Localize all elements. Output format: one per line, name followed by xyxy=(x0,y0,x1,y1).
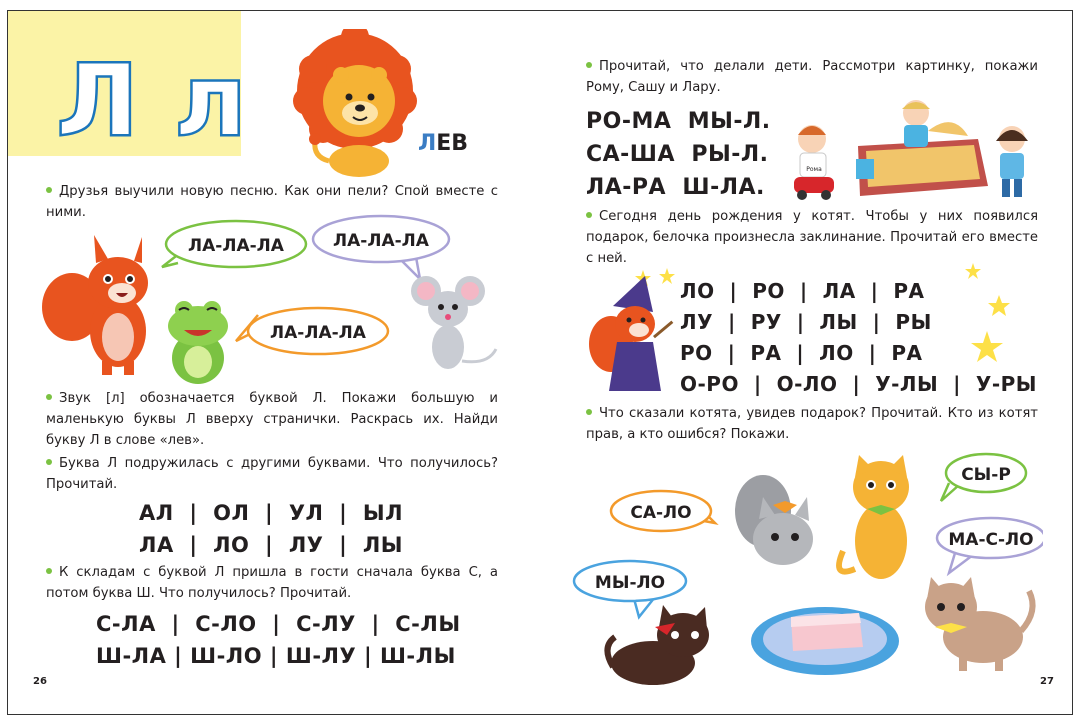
car-label: Рома xyxy=(806,166,822,173)
black-cat xyxy=(607,605,709,685)
cats-scene xyxy=(563,441,1043,706)
bubble-squirrel xyxy=(162,221,306,267)
bullet-dot xyxy=(586,62,592,68)
left-paragraph-3: Буква Л подружилась с другими буквами. Что получилось? Прочитай. xyxy=(46,456,498,492)
spell-row-2: ЛУ | РУ | ЛЫ | РЫ xyxy=(680,310,932,334)
bullet-dot xyxy=(586,409,592,415)
page-number-left: 26 xyxy=(33,676,47,687)
bullet-dot xyxy=(46,568,52,574)
bubble-syr xyxy=(941,454,1026,501)
cat-bubble-text-2: СА-ЛО xyxy=(630,503,692,523)
stars-decoration xyxy=(963,261,1033,381)
right-paragraph-3: Что сказали котята, увидев подарок? Прочитай. Кто из котят прав, а кто ошибся? Покажи. xyxy=(586,406,1038,442)
spell-row-4: О-РО | О-ЛО | У-ЛЫ | У-РЫ xyxy=(680,372,1038,396)
squirrel-illustration xyxy=(38,231,168,381)
left-paragraph-1: Друзья выучили новую песню. Как они пели? Спой вместе с ними. xyxy=(46,184,498,220)
right-paragraph-1: Прочитай, что делали дети. Рассмотри картинку, покажи Рому, Сашу и Лару. xyxy=(586,59,1038,95)
cat-bubble-text-4: МЫ-ЛО xyxy=(594,573,666,593)
bubble-text-3: ЛА-ЛА-ЛА xyxy=(270,323,366,343)
book-spread xyxy=(7,10,1073,715)
sentence-sasha: СА-ША РЫ-Л. xyxy=(586,142,769,167)
right-paragraph-2: Сегодня день рождения у котят. Чтобы у них появился подарок, белочка произнесла заклинание. Прочитай его вместе с ней. xyxy=(586,209,1038,266)
spell-row-3: РО | РА | ЛО | РА xyxy=(680,341,923,365)
bubble-maslo xyxy=(937,518,1043,573)
syllable-row-la: ЛА | ЛО | ЛУ | ЛЫ xyxy=(139,533,404,557)
left-paragraph-4: К складам с буквой Л пришла в гости сначала буква С, а потом буква Ш. Что получилось? Прочитай. xyxy=(46,565,498,601)
plate-with-soap xyxy=(751,607,899,675)
lev-first-letter: Л xyxy=(418,131,437,156)
ginger-cat xyxy=(839,455,909,579)
big-letters-text: Л л xyxy=(56,42,248,149)
syllable-row-sh: Ш-ЛА | Ш-ЛО | Ш-ЛУ | Ш-ЛЫ xyxy=(96,644,456,668)
bullet-dot xyxy=(586,212,592,218)
spell-row-1: ЛО | РО | ЛА | РА xyxy=(680,279,925,303)
children-sandbox-illustration xyxy=(788,91,1048,206)
page-number-right: 27 xyxy=(1040,676,1054,687)
syllable-row-s: С-ЛА | С-ЛО | С-ЛУ | С-ЛЫ xyxy=(96,612,461,636)
frog-illustration xyxy=(158,296,238,386)
cat-bubble-text-3: МА-С-ЛО xyxy=(948,530,1034,550)
sentence-roma: РО-МА МЫ-Л. xyxy=(586,109,771,134)
lev-word xyxy=(418,131,468,156)
lev-rest: ЕВ xyxy=(436,131,469,156)
mouse-illustration xyxy=(408,269,503,379)
grey-cat xyxy=(735,475,813,565)
left-paragraph-2: Звук [л] обозначается буквой Л. Покажи большую и маленькую буквы Л вверху странички. Раскрась их. Найди букву Л в слове «лев». xyxy=(46,391,498,448)
bullet-dot xyxy=(46,394,52,400)
wizard-squirrel-illustration xyxy=(583,266,683,401)
cat-bubble-text-1: СЫ-Р xyxy=(961,465,1011,485)
bullet-dot xyxy=(46,459,52,465)
bubble-salo xyxy=(611,491,715,531)
lion-illustration xyxy=(293,29,423,179)
bubble-text-2: ЛА-ЛА-ЛА xyxy=(333,231,429,251)
syllable-row-al: АЛ | ОЛ | УЛ | ЫЛ xyxy=(139,501,404,525)
bubble-frog xyxy=(236,308,388,354)
bubble-text-1: ЛА-ЛА-ЛА xyxy=(188,236,284,256)
sentence-lara: ЛА-РА Ш-ЛА. xyxy=(586,175,765,200)
striped-cat xyxy=(925,577,1033,671)
bullet-dot xyxy=(46,187,52,193)
big-letters xyxy=(48,39,248,149)
bubble-mylo xyxy=(574,561,686,617)
